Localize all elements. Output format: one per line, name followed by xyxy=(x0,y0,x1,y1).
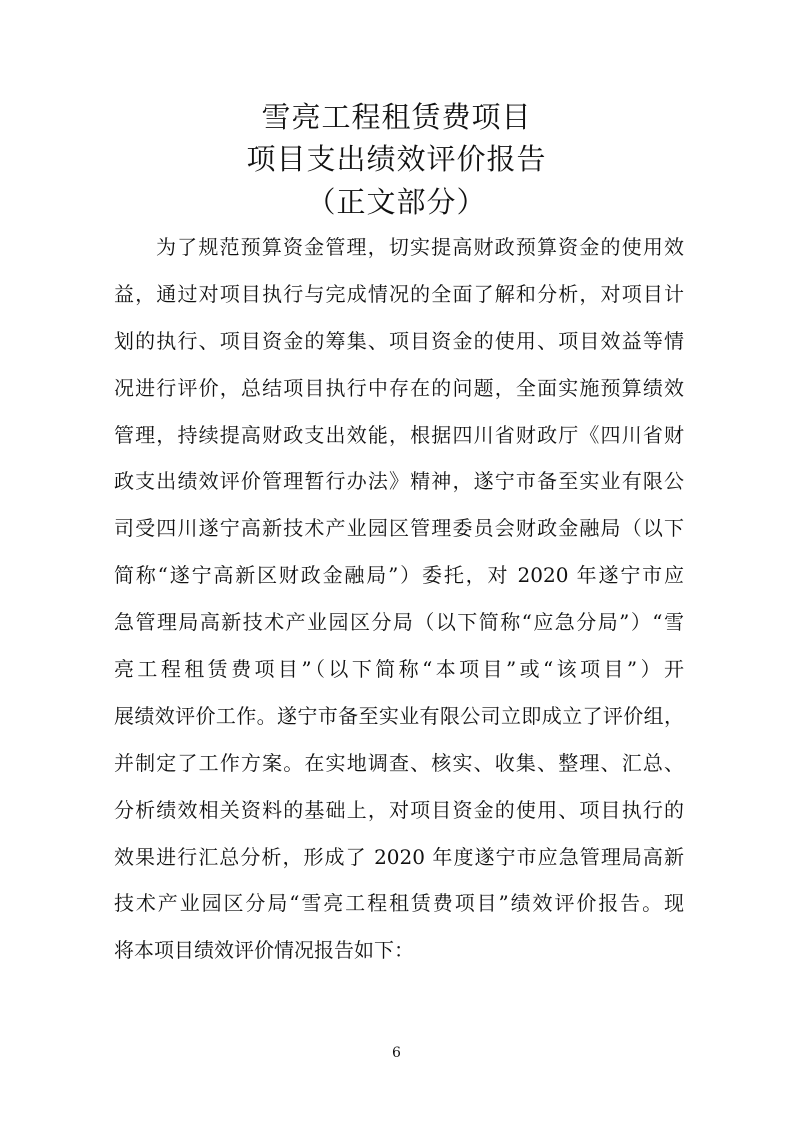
paragraph-line: 划的执行、项目资金的筹集、项目资金的使用、项目效益等情 xyxy=(114,328,684,353)
paragraph-line: 益，通过对项目执行与完成情况的全面了解和分析，对项目计 xyxy=(114,281,684,306)
paragraph-line: 政支出绩效评价管理暂行办法》精神，遂宁市备至实业有限公 xyxy=(114,469,684,494)
paragraph-line: 况进行评价，总结项目执行中存在的问题，全面实施预算绩效 xyxy=(114,375,684,400)
title-project-name: 雪亮工程租赁费项目 xyxy=(261,100,532,134)
paragraph-line: 展绩效评价工作。遂宁市备至实业有限公司立即成立了评价组， xyxy=(114,703,684,728)
paragraph-line: 急管理局高新技术产业园区分局（以下简称“应急分局”）“雪 xyxy=(114,610,684,635)
title-report-name: 项目支出绩效评价报告 xyxy=(246,142,547,176)
paragraph-line: 为了规范预算资金管理，切实提高财政预算资金的使用效 xyxy=(156,235,684,259)
page-number: 6 xyxy=(392,1045,401,1061)
paragraph-line: 并制定了工作方案。在实地调查、核实、收集、整理、汇总、 xyxy=(114,750,684,775)
body-paragraph xyxy=(114,224,684,974)
paragraph-line: 司受四川遂宁高新技术产业园区管理委员会财政金融局（以下 xyxy=(114,516,684,541)
title-section-note: （正文部分） xyxy=(306,185,487,219)
paragraph-line: 管理，持续提高财政支出效能，根据四川省财政厅《四川省财 xyxy=(114,422,684,447)
paragraph-line: 效果进行汇总分析，形成了 2020 年度遂宁市应急管理局高新 xyxy=(114,844,684,869)
paragraph-line: 将本项目绩效评价情况报告如下： xyxy=(114,938,414,963)
report-title xyxy=(0,96,793,224)
paragraph-line: 亮工程租赁费项目”（以下简称“本项目”或“该项目”）开 xyxy=(114,657,684,682)
paragraph-line: 简称“遂宁高新区财政金融局”）委托，对 2020 年遂宁市应 xyxy=(114,563,684,588)
paragraph-line: 分析绩效相关资料的基础上，对项目资金的使用、项目执行的 xyxy=(114,797,684,822)
paragraph-line: 技术产业园区分局“雪亮工程租赁费项目”绩效评价报告。现 xyxy=(114,891,684,916)
